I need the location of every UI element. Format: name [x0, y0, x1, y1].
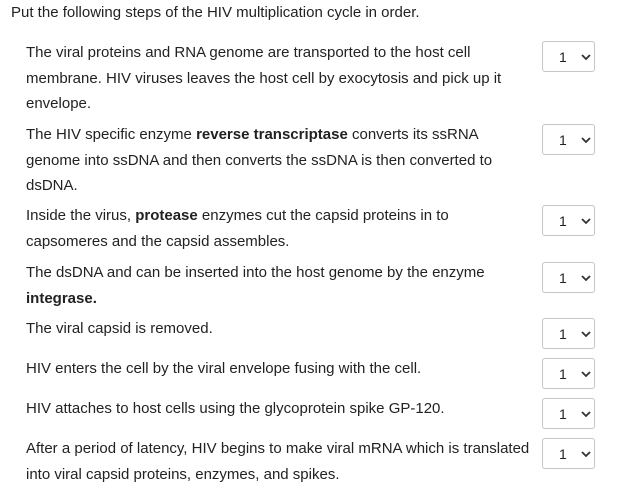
step-3-order-value: 1	[559, 213, 567, 229]
step-text-run: The dsDNA and can be inserted into the host genome by the enzyme	[26, 264, 485, 281]
step-text-run: HIV attaches to host cells using the glycoprotein spike GP-120.	[26, 400, 445, 417]
step-1-text	[26, 40, 531, 117]
step-5-order-value: 1	[559, 326, 567, 342]
chevron-down-icon	[581, 275, 591, 282]
step-8-text	[26, 436, 531, 487]
step-keyword: integrase.	[26, 289, 97, 307]
step-8-order-value: 1	[559, 446, 567, 462]
step-5-text	[26, 316, 531, 342]
step-text-run: The viral proteins and RNA genome are transported to the host cell membrane. HIV viruses leaves the host cell by exocytosis and pick up it envelope.	[26, 44, 502, 112]
question-instruction: Put the following steps of the HIV multiplication cycle in order.	[11, 4, 420, 21]
step-text-run: HIV enters the cell by the viral envelope fusing with the cell.	[26, 360, 422, 377]
chevron-down-icon	[581, 137, 591, 144]
step-6-order-select[interactable]	[542, 358, 595, 389]
step-2-order-select[interactable]	[542, 124, 595, 155]
step-7-text	[26, 396, 531, 422]
chevron-down-icon	[581, 331, 591, 338]
chevron-down-icon	[581, 54, 591, 61]
step-8-order-select[interactable]	[542, 438, 595, 469]
step-6-order-value: 1	[559, 366, 567, 382]
step-1-order-select[interactable]	[542, 41, 595, 72]
chevron-down-icon	[581, 411, 591, 418]
step-2-text	[26, 122, 531, 199]
step-4-order-select[interactable]	[542, 262, 595, 293]
step-1-order-value: 1	[559, 49, 567, 65]
step-text-run: Inside the virus,	[26, 207, 136, 224]
chevron-down-icon	[581, 218, 591, 225]
step-3-text	[26, 203, 531, 254]
step-text-run: After a period of latency, HIV begins to make viral mRNA which is translated into viral capsid proteins, enzymes, and spikes.	[26, 440, 530, 483]
step-6-text	[26, 356, 531, 382]
step-3-order-select[interactable]	[542, 205, 595, 236]
step-text-run: The viral capsid is removed.	[26, 320, 213, 337]
step-2-order-value: 1	[559, 132, 567, 148]
step-keyword: protease	[135, 207, 198, 224]
step-7-order-value: 1	[559, 406, 567, 422]
step-4-order-value: 1	[559, 270, 567, 286]
step-text-run: enzymes cut the capsid proteins in to capsomeres and the capsid assembles.	[26, 207, 449, 250]
step-7-order-select[interactable]	[542, 398, 595, 429]
step-text-run: The HIV specific enzyme	[26, 126, 197, 143]
chevron-down-icon	[581, 451, 591, 458]
step-4-text	[26, 260, 531, 311]
step-keyword: reverse transcriptase	[196, 126, 348, 143]
step-text-run: converts its ssRNA genome into ssDNA and then converts the ssDNA is then converted to dsDNA.	[26, 126, 493, 194]
chevron-down-icon	[581, 371, 591, 378]
step-5-order-select[interactable]	[542, 318, 595, 349]
